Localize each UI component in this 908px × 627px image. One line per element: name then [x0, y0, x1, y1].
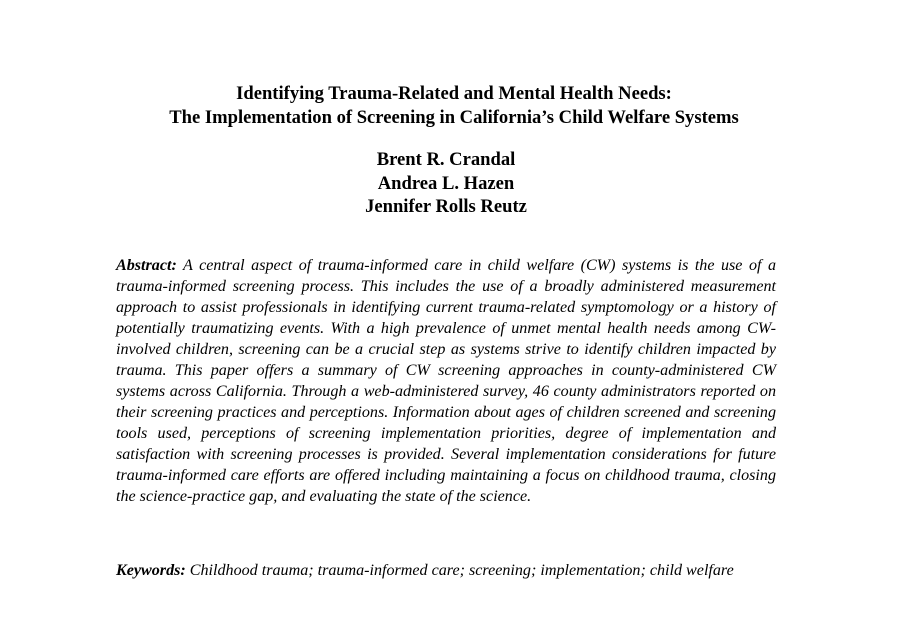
paper-title	[0, 82, 908, 130]
author-name: Jennifer Rolls Reutz	[365, 196, 527, 217]
keywords-paragraph	[116, 560, 776, 581]
abstract-paragraph	[116, 255, 776, 507]
author-list	[0, 148, 892, 219]
title-line-2: The Implementation of Screening in California’s Child Welfare Systems	[169, 107, 739, 128]
author-name: Brent R. Crandal	[376, 149, 516, 170]
keywords-text: Childhood trauma; trauma-informed care; screening; implementation; child welfare	[189, 562, 734, 579]
author-name: Andrea L. Hazen	[377, 172, 515, 194]
keywords-label: Keywords:	[116, 562, 186, 579]
abstract-label: Abstract:	[116, 257, 177, 274]
abstract-text: A central aspect of trauma-informed care in child welfare (CW) systems is the use of a trauma-informed screening process. This includes the use of a broadly administered measurement approach to assist professionals in identifying current trauma-related symptomology or a history of potentially traumatizing events. With a high prevalence of unmet mental health needs among CW-involved children, screening can be a crucial step as systems strive to identify children impacted by trauma. This paper offers a summary of CW screening approaches in county-administered CW systems across California. Through a web-administered survey, 46 county administrators reported on their screening practices and perceptions. Information about ages of children screened and screening tools used, perceptions of screening implementation priorities, degree of implementation and satisfaction with screening processes is provided. Several implementation considerations for future trauma-informed care efforts are offered including maintaining a focus on childhood trauma, closing the science-practice gap, and evaluating the state of the science.	[116, 257, 777, 505]
title-line-1: Identifying Trauma-Related and Mental Health Needs:	[236, 83, 672, 104]
